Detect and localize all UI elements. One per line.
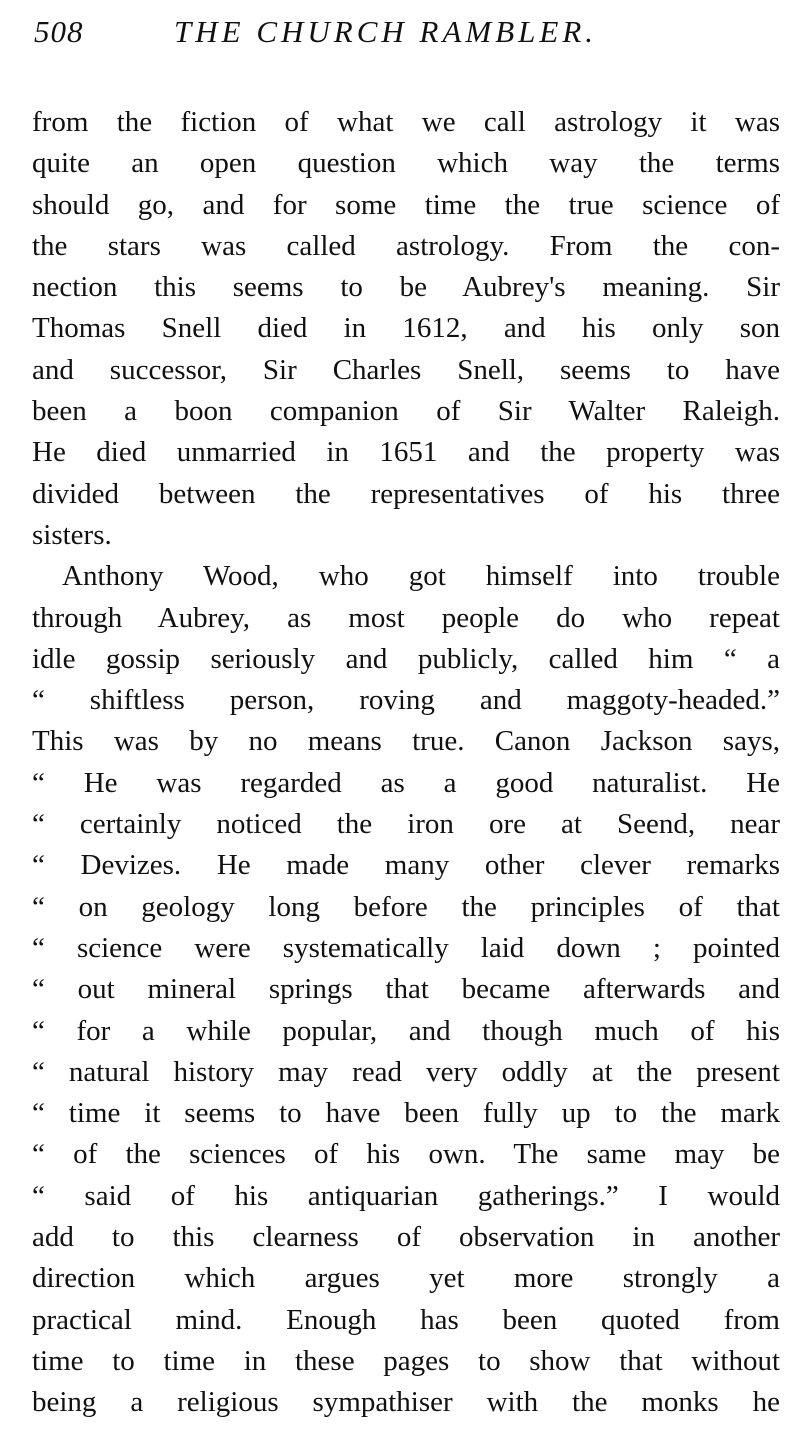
- body-text: [32, 102, 780, 1424]
- text-line: nection this seems to be Aubrey's meaning. Sir: [32, 271, 780, 304]
- text-line: should go, and for some time the true science of: [32, 188, 780, 221]
- text-line: through Aubrey, as most people do who repeat: [32, 601, 780, 634]
- text-line: Anthony Wood, who got himself into trouble: [62, 560, 780, 593]
- text-line: Thomas Snell died in 1612, and his only son: [32, 312, 780, 345]
- text-line: quite an open question which way the terms: [32, 147, 780, 180]
- text-line: “ said of his antiquarian gatherings.” I would: [32, 1179, 780, 1212]
- text-line: and successor, Sir Charles Snell, seems to have: [32, 353, 780, 386]
- text-line: being a religious sympathiser with the monks he: [32, 1386, 780, 1419]
- text-line: idle gossip seriously and publicly, called him “ a: [32, 642, 780, 675]
- text-line: “ natural history may read very oddly at the present: [32, 1055, 780, 1088]
- text-line: “ of the sciences of his own. The same may be: [32, 1138, 780, 1171]
- text-line: This was by no means true. Canon Jackson says,: [32, 725, 780, 758]
- text-line: from the fiction of what we call astrology it was: [32, 106, 780, 138]
- running-title: THE CHURCH RAMBLER.: [174, 14, 598, 49]
- text-line: He died unmarried in 1651 and the property was: [32, 436, 780, 469]
- text-line: time to time in these pages to show that without: [32, 1344, 780, 1377]
- running-header: [34, 14, 774, 64]
- text-line: direction which argues yet more strongly a: [32, 1262, 780, 1295]
- text-line: “ He was regarded as a good naturalist. He: [32, 766, 780, 799]
- text-line: the stars was called astrology. From the con-: [32, 229, 780, 262]
- text-line: sisters.: [32, 518, 112, 551]
- text-line: add to this clearness of observation in another: [32, 1221, 780, 1254]
- text-line: “ on geology long before the principles of that: [32, 890, 780, 923]
- text-line: “ Devizes. He made many other clever remarks: [32, 849, 780, 882]
- text-line: been a boon companion of Sir Walter Raleigh.: [32, 395, 780, 428]
- text-line: “ science were systematically laid down ; pointed: [32, 931, 780, 964]
- text-line: “ shiftless person, roving and maggoty-headed.”: [32, 684, 780, 717]
- text-line: practical mind. Enough has been quoted from: [32, 1303, 780, 1336]
- text-line: “ certainly noticed the iron ore at Seend, near: [32, 808, 780, 841]
- text-line: divided between the representatives of his three: [32, 477, 780, 510]
- text-line: “ for a while popular, and though much of his: [32, 1014, 780, 1047]
- page-number: 508: [34, 14, 84, 49]
- text-line: “ time it seems to have been fully up to the mark: [32, 1097, 780, 1130]
- text-line: “ out mineral springs that became afterwards and: [32, 973, 780, 1006]
